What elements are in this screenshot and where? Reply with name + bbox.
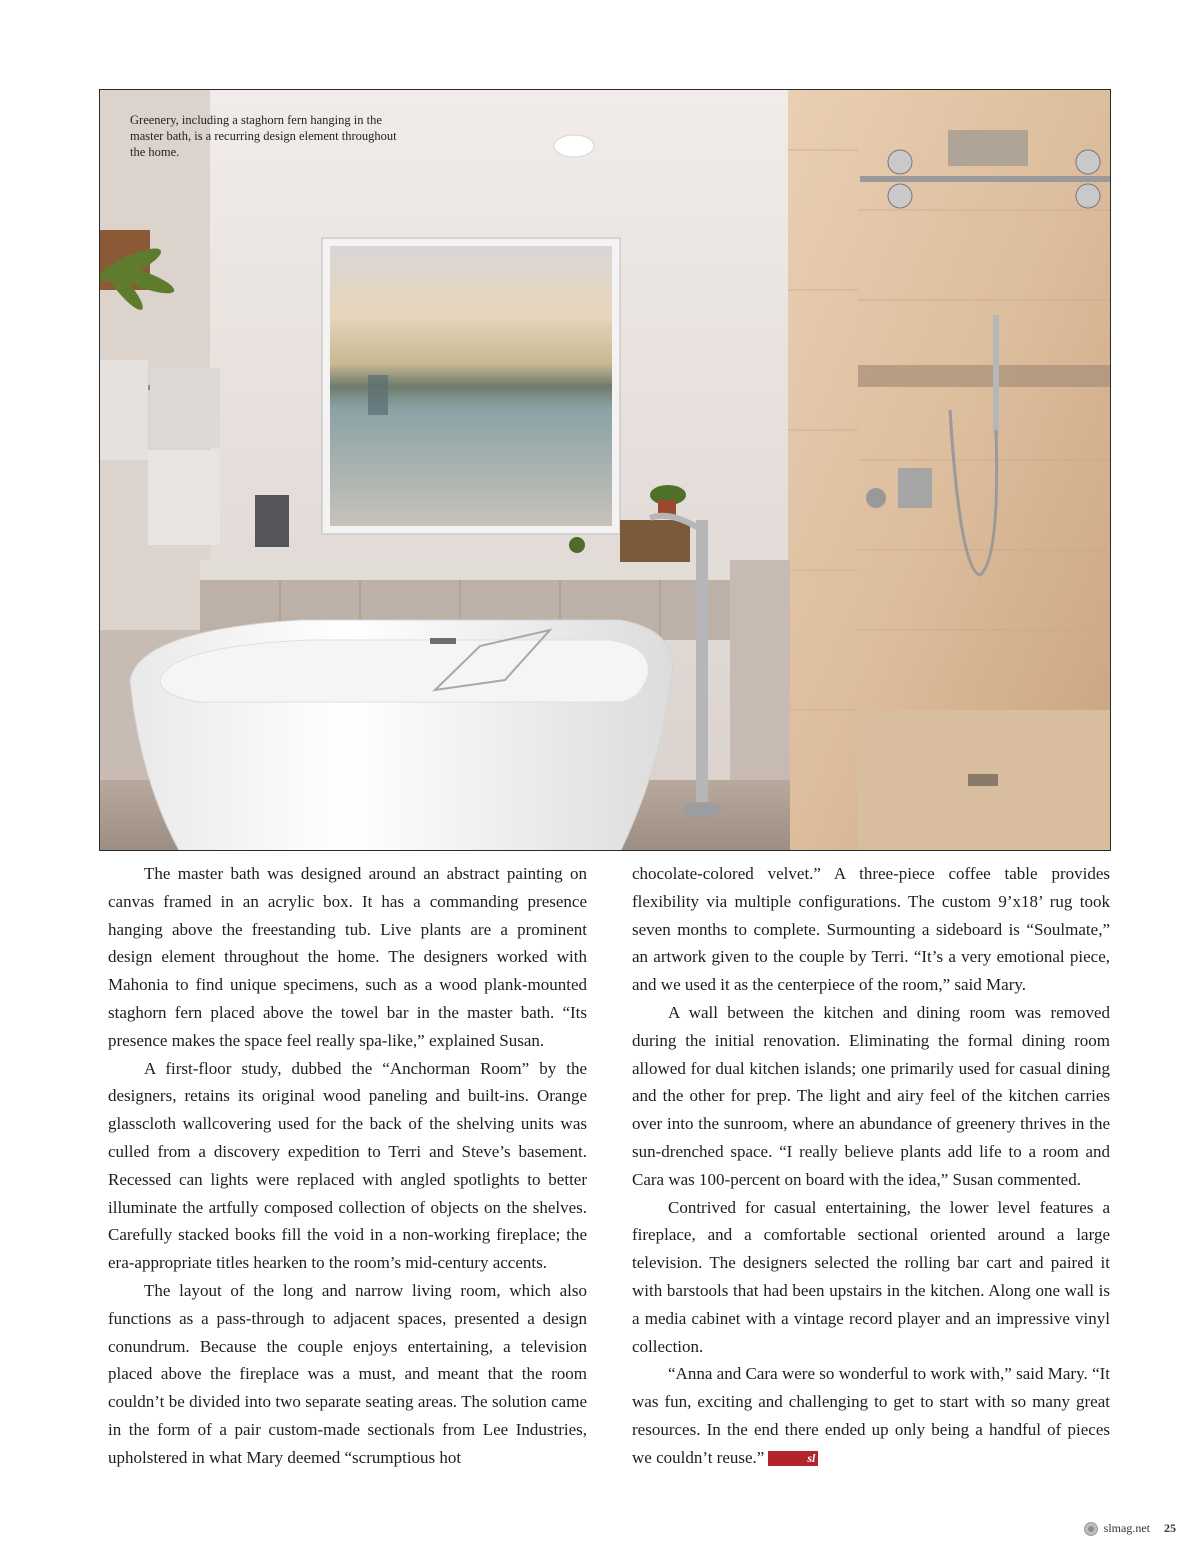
paragraph: chocolate-colored velvet.” A three-piece coffee table provides flexibility via multiple configurations. The custom 9’x18’ rug took seven months to complete. Surmounting a sideboard is “Soulmate,” an artwork given to the couple by Terri. “It’s a very emotional piece, and we used it as the centerpiece of the room,” said Mary. <box>632 864 1110 995</box>
paragraph-text: “Anna and Cara were so wonderful to work with,” said Mary. “It was fun, exciting and challenging to get to start with so many great resources. In the end there ended up only being a handful of pieces we couldn’t reuse.” <box>632 1364 1110 1467</box>
paragraph: The master bath was designed around an abstract painting on canvas framed in an acrylic box. It has a commanding presence hanging above the freestanding tub. Live plants are a prominent design element throughout the home. The designers worked with Mahonia to find unique specimens, such as a wood plank-mounted staghorn fern placed above the towel bar in the master bath. “Its presence makes the space feel really spa-like,” explained Susan. <box>108 864 587 1050</box>
bathroom-illustration <box>100 90 1111 851</box>
article-column-left <box>108 860 587 1472</box>
magazine-logo-icon <box>1084 1522 1098 1536</box>
page-footer <box>1084 1521 1176 1536</box>
page-number: 25 <box>1164 1521 1176 1535</box>
bathroom-photo <box>99 89 1111 851</box>
photo-caption: Greenery, including a staghorn fern hanging in the master bath, is a recurring design element throughout the home. <box>130 113 397 159</box>
website-link[interactable]: slmag.net <box>1103 1521 1150 1535</box>
paragraph: A first-floor study, dubbed the “Anchorman Room” by the designers, retains its original wood paneling and built-ins. Orange glasscloth wallcovering used for the back of the shelving units was culled from a discovery expedition to Terri and Steve’s basement. Recessed can lights were replaced with angled spotlights to better illuminate the artfully composed collection of objects on the shelves. Carefully stacked books fill the void in a non-working fireplace; the era-appropriate titles hearken to the room’s mid-century accents. <box>108 1058 587 1273</box>
paragraph-last <box>632 1360 1110 1471</box>
paragraph: Contrived for casual entertaining, the lower level features a fireplace, and a comfortable sectional oriented around a large television. The designers selected the rolling bar cart and paired it with barstools that had been upstairs in the kitchen. Along one wall is a media cabinet with a vintage record player and an impressive vinyl collection. <box>632 1197 1110 1356</box>
article-column-right <box>632 860 1110 1472</box>
paragraph: A wall between the kitchen and dining room was removed during the initial renovation. Eliminating the formal dining room allowed for dual kitchen islands; one primarily used for casual dining and the other for prep. The light and airy feel of the kitchen carries over into the sunroom, where an abundance of greenery thrives in the sun-drenched space. “I really believe plants add life to a room and Cara was 100-percent on board with the idea,” Susan commented. <box>632 1002 1110 1189</box>
paragraph: The layout of the long and narrow living room, which also functions as a pass-through to adjacent spaces, presented a design conundrum. Because the couple enjoys entertaining, a television placed above the fireplace was a must, and meant that the room couldn’t be divided into two separate seating areas. The solution came in the form of a pair custom-made sectionals from Lee Industries, upholstered in what Mary deemed “scrumptious hot <box>108 1280 587 1467</box>
end-mark-icon: sl <box>768 1451 818 1466</box>
